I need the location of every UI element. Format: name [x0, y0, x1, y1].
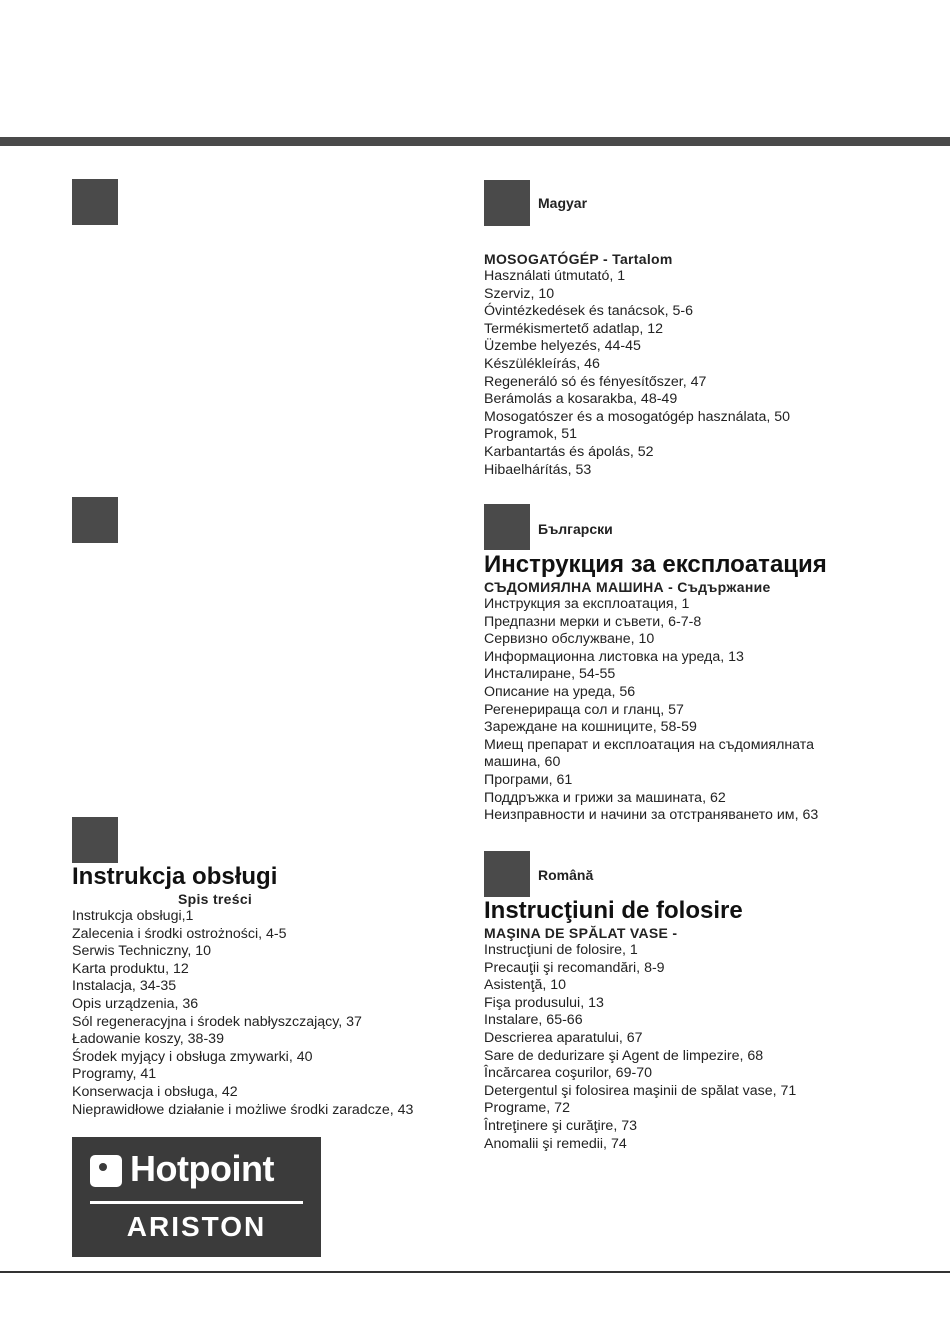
- toc-item[interactable]: Întreţinere şi curăţire, 73: [484, 1117, 637, 1134]
- toc-item[interactable]: Инсталиране, 54-55: [484, 666, 616, 683]
- polish-title: Instrukcja obsługi: [72, 863, 278, 890]
- romanian-toc: [484, 942, 924, 1153]
- toc-item[interactable]: Nieprawidłowe działanie i możliwe środki zaradcze, 43: [72, 1101, 414, 1118]
- logo-sub: ARISTON: [126, 1211, 267, 1242]
- toc-item[interactable]: Használati útmutató, 1: [484, 268, 626, 284]
- polish-subtitle: Spis treści: [178, 891, 253, 907]
- toc-item[interactable]: Karbantartás és ápolás, 52: [484, 443, 654, 460]
- toc-item[interactable]: Програми, 61: [484, 771, 573, 788]
- logo-divider: [90, 1201, 303, 1204]
- toc-item[interactable]: Fişa produsului, 13: [484, 994, 604, 1011]
- toc-item[interactable]: Информационна листовка на уреда, 13: [484, 648, 744, 665]
- romanian-section: [484, 898, 924, 1153]
- toc-item[interactable]: Programy, 41: [72, 1066, 157, 1083]
- language-label-romanian: Română: [538, 867, 594, 883]
- toc-item[interactable]: Регенерираща сол и гланц, 57: [484, 701, 684, 718]
- hungarian-subtitle: MOSOGATÓGÉP - Tartalom: [484, 251, 673, 267]
- toc-item[interactable]: Karta produktu, 12: [72, 960, 189, 977]
- toc-item[interactable]: Ładowanie koszy, 38-39: [72, 1031, 224, 1048]
- toc-item[interactable]: Opis urządzenia, 36: [72, 995, 199, 1012]
- bulgarian-toc: [484, 596, 924, 825]
- section-marker-bulgarian: [484, 504, 530, 550]
- toc-item[interactable]: Serwis Techniczny, 10: [72, 943, 212, 960]
- toc-item[interactable]: Предпазни мерки и съвети, 6-7-8: [484, 613, 702, 630]
- language-label-bulgarian: Български: [538, 521, 613, 537]
- bulgarian-subtitle: СЪДОМИЯЛНА МАШИНА - Съдържание: [484, 579, 771, 595]
- section-marker-hungarian: [484, 180, 530, 226]
- toc-item[interactable]: Precauţii şi recomandări, 8-9: [484, 959, 665, 976]
- top-bar: [0, 137, 950, 146]
- toc-item[interactable]: Készülékleírás, 46: [484, 355, 600, 372]
- hungarian-toc: [484, 268, 924, 479]
- polish-section: [72, 864, 452, 1119]
- toc-item[interactable]: Konserwacja i obsługa, 42: [72, 1083, 238, 1100]
- toc-item[interactable]: Sare de dedurizare şi Agent de limpezire, 68: [484, 1047, 764, 1064]
- toc-item[interactable]: Berámolás a kosarakba, 48-49: [484, 391, 678, 408]
- section-marker: [72, 179, 118, 225]
- toc-item[interactable]: Instalacja, 34-35: [72, 978, 177, 995]
- toc-item[interactable]: Миещ препарат и експлоатация на съдомиялната машина, 60: [484, 736, 814, 771]
- toc-item[interactable]: Hibaelhárítás, 53: [484, 461, 592, 478]
- logo-badge-icon: [90, 1155, 122, 1187]
- hotpoint-ariston-logo: [72, 1137, 321, 1257]
- toc-item[interactable]: Anomalii şi remedii, 74: [484, 1135, 627, 1152]
- romanian-title: Instrucţiuni de folosire: [484, 897, 743, 924]
- toc-item[interactable]: Detergentul şi folosirea maşinii de spălat vase, 71: [484, 1082, 797, 1099]
- toc-item[interactable]: Óvintézkedések és tanácsok, 5-6: [484, 303, 693, 320]
- toc-item[interactable]: Описание на уреда, 56: [484, 683, 636, 700]
- romanian-subtitle: MAŞINA DE SPĂLAT VASE -: [484, 925, 678, 941]
- logo-dot-icon: [99, 1163, 107, 1171]
- toc-item[interactable]: Инструкция за експлоатация, 1: [484, 596, 690, 612]
- toc-item[interactable]: Zalecenia i środki ostrożności, 4-5: [72, 925, 287, 942]
- toc-item[interactable]: Instrucţiuni de folosire, 1: [484, 942, 638, 958]
- toc-item[interactable]: Sól regeneracyjna i środek nabłyszczający, 37: [72, 1013, 362, 1030]
- section-marker-romanian: [484, 851, 530, 897]
- toc-item[interactable]: Środek myjący i obsługa zmywarki, 40: [72, 1048, 313, 1065]
- toc-item[interactable]: Üzembe helyezés, 44-45: [484, 338, 641, 355]
- toc-item[interactable]: Неизправности и начини за отстраняването им, 63: [484, 807, 819, 824]
- hungarian-section: [484, 250, 924, 479]
- toc-item[interactable]: Descrierea aparatului, 67: [484, 1029, 643, 1046]
- bottom-rule: [0, 1271, 950, 1273]
- toc-item[interactable]: Instrukcja obsługi,1: [72, 908, 194, 924]
- section-marker-polish: [72, 817, 118, 863]
- toc-item[interactable]: Instalare, 65-66: [484, 1012, 583, 1029]
- toc-item[interactable]: Programok, 51: [484, 426, 578, 443]
- bulgarian-title: Инструкция за експлоатация: [484, 551, 827, 578]
- toc-item[interactable]: Szerviz, 10: [484, 285, 555, 302]
- logo-brand: Hotpoint: [130, 1148, 274, 1189]
- toc-item[interactable]: Поддръжка и грижи за машината, 62: [484, 789, 726, 806]
- polish-toc: [72, 908, 452, 1119]
- toc-item[interactable]: Programe, 72: [484, 1100, 570, 1117]
- toc-item[interactable]: Încărcarea coşurilor, 69-70: [484, 1065, 652, 1082]
- toc-item[interactable]: Зареждане на кошниците, 58-59: [484, 719, 697, 736]
- toc-item[interactable]: Asistenţă, 10: [484, 977, 567, 994]
- toc-item[interactable]: Сервизно обслужване, 10: [484, 631, 655, 648]
- toc-item[interactable]: Regeneráló só és fényesítőszer, 47: [484, 373, 707, 390]
- bulgarian-section: [484, 552, 924, 825]
- language-label-hungarian: Magyar: [538, 195, 588, 211]
- section-marker: [72, 497, 118, 543]
- toc-item[interactable]: Termékismertető adatlap, 12: [484, 320, 664, 337]
- toc-item[interactable]: Mosogatószer és a mosogatógép használata, 50: [484, 408, 791, 425]
